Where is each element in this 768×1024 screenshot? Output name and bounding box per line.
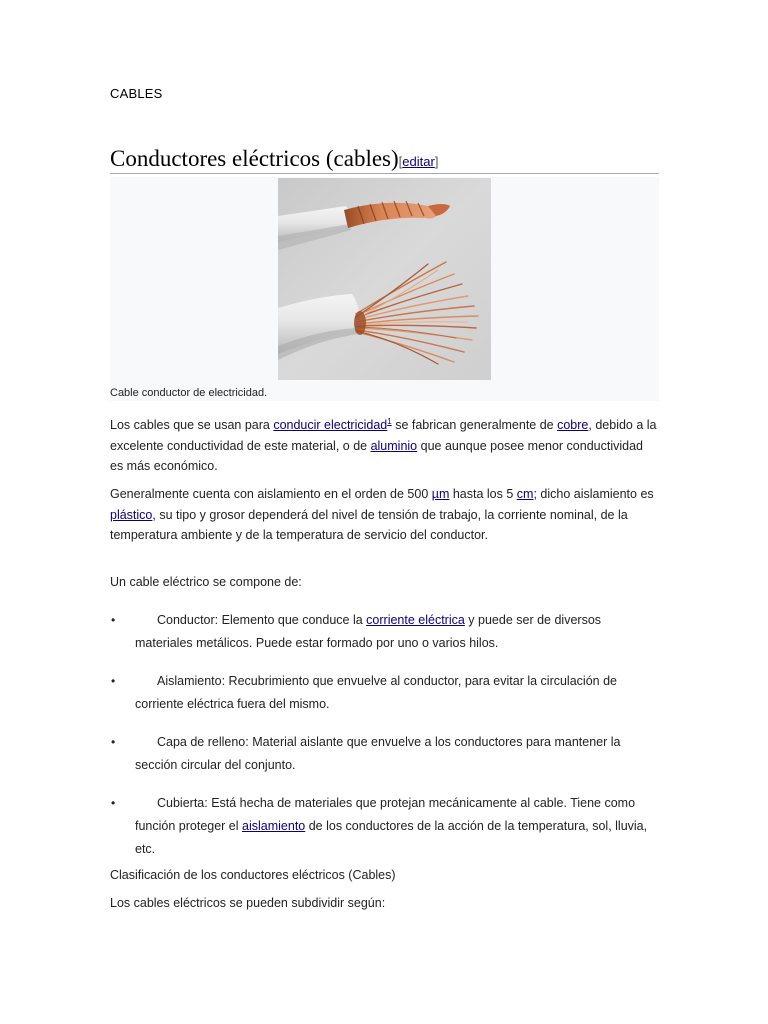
- list-item-text: [135, 670, 660, 716]
- bullet: •: [111, 674, 116, 688]
- figure-caption: Cable conductor de electricidad.: [110, 387, 268, 399]
- bullet: •: [111, 613, 116, 627]
- list-item: [110, 731, 660, 777]
- bullet: •: [111, 735, 116, 749]
- edit-section-link[interactable]: editar: [402, 154, 435, 169]
- text-run: ; dicho aislamiento es: [533, 487, 654, 501]
- list-item: [110, 609, 660, 655]
- text-run: Conductor: Elemento que conduce la: [157, 613, 367, 627]
- edit-bracket-open: [: [398, 154, 403, 169]
- reference-link[interactable]: 1: [387, 416, 392, 426]
- paragraph-aislamiento: [110, 484, 658, 546]
- list-item-text: [135, 609, 660, 655]
- paragraph-componentes: Un cable eléctrico se compone de:: [110, 575, 302, 589]
- list-item: [110, 670, 660, 716]
- paragraph-clasificacion: Clasificación de los conductores eléctricos (Cables): [110, 868, 396, 882]
- paragraph-subdividir: Los cables eléctricos se pueden subdividir según:: [110, 896, 386, 910]
- text-run: , su tipo y grosor dependerá del nivel de tensión de trabajo, la corriente nominal, de la temperatura ambiente y de la temperatura de servicio del conductor.: [110, 507, 628, 542]
- link-plastico[interactable]: plástico: [110, 507, 153, 522]
- text-run: Aislamiento: Recubrimiento que envuelve al conductor, para evitar la circulación de corriente eléctrica fuera del mismo.: [135, 674, 617, 711]
- link-micrometro[interactable]: µm: [431, 487, 450, 501]
- paragraph-intro: [110, 415, 658, 477]
- link-centimetro[interactable]: cm: [516, 487, 534, 501]
- link-conducir-electricidad[interactable]: conducir electricidad: [273, 418, 388, 432]
- bullet: •: [111, 796, 116, 810]
- section-heading-text: Conductores eléctricos (cables): [110, 146, 399, 171]
- document-title: CABLES: [110, 86, 163, 101]
- link-corriente-electrica[interactable]: corriente eléctrica: [366, 613, 465, 627]
- copper-cable-photo: [278, 178, 491, 380]
- text-run: Generalmente cuenta con aislamiento en el orden de 500: [110, 487, 432, 501]
- list-item: [110, 792, 660, 861]
- edit-section-link-wrapper: [399, 154, 439, 169]
- text-run: Capa de relleno: Material aislante que envuelve a los conductores para mantener la sección circular del conjunto.: [135, 735, 621, 772]
- text-run: y puede ser de diversos materiales metálicos. Puede estar formado por uno o varios hilos.: [135, 613, 602, 650]
- component-list: [110, 609, 660, 876]
- text-run: Los cables que se usan para: [110, 418, 274, 432]
- list-item-text: [135, 731, 660, 777]
- text-run: hasta los 5: [449, 487, 517, 501]
- link-cobre[interactable]: cobre: [557, 418, 589, 432]
- text-run: de los conductores de la acción de la temperatura, sol, lluvia, etc.: [135, 819, 648, 856]
- text-run: se fabrican generalmente de: [391, 418, 558, 432]
- figure: [110, 177, 659, 401]
- text-run: , debido a la excelente conductividad de este material, o de: [110, 418, 657, 453]
- text-run: que aunque posee menor conductividad es más económico.: [110, 438, 644, 473]
- list-item-text: [135, 792, 660, 861]
- edit-bracket-close: ]: [434, 154, 439, 169]
- text-run: Cubierta: Está hecha de materiales que protejan mecánicamente al cable. Tiene como función proteger el: [135, 796, 636, 833]
- link-aluminio[interactable]: aluminio: [370, 438, 418, 453]
- section-heading: [110, 146, 659, 174]
- link-aislamiento[interactable]: aislamiento: [242, 819, 306, 833]
